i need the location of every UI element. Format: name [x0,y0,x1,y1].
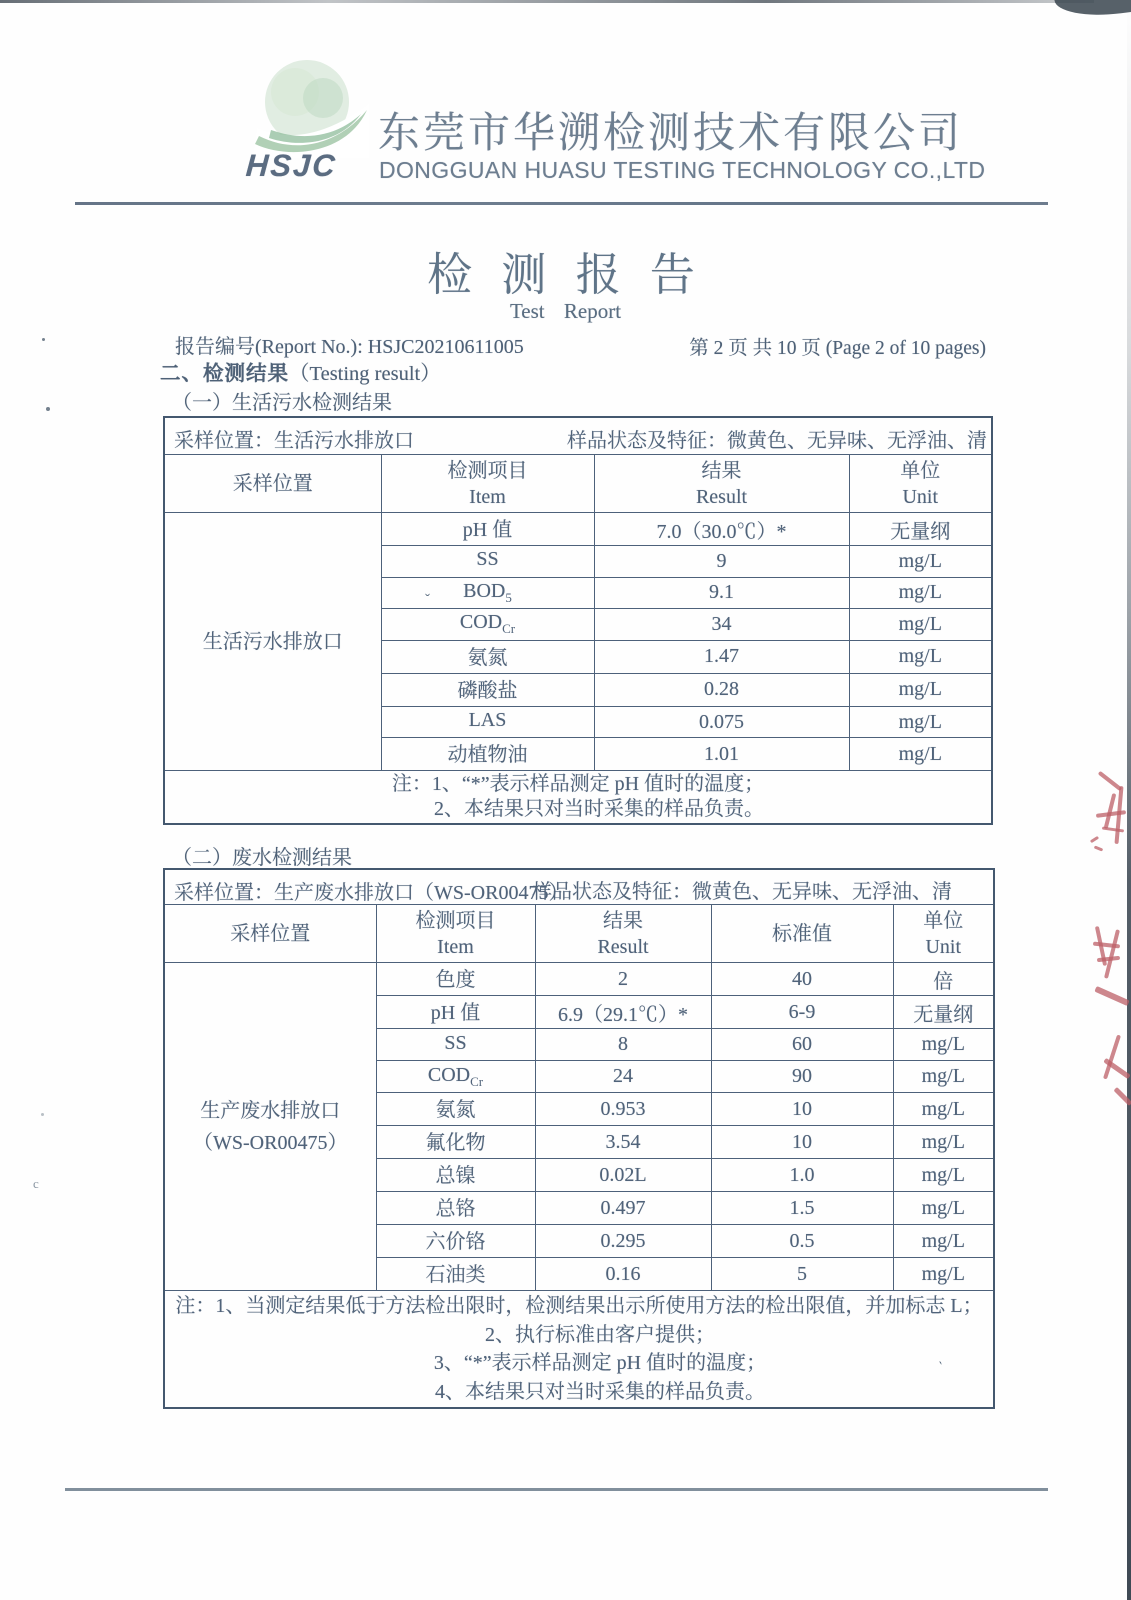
table2-location-cell: 生产废水排放口 （WS-OR00475） [164,963,376,1291]
unit-cell: mg/L [849,673,992,706]
unit-cell: mg/L [893,1192,994,1225]
table1-col-unit: 单位 Unit [849,455,992,513]
item-cell: 色度 [376,963,535,996]
item-cell: $COD_{Cr}$ [381,609,594,641]
unit-cell: mg/L [893,1258,994,1291]
result-cell: 9.1 [594,577,849,609]
scan-tick-mark: ` [933,1359,944,1377]
report-number: 报告编号(Report No.): HSJC20210611005 [175,336,524,358]
item-cell: $BOD_5$ [381,577,594,609]
unit-cell: 无量纲 [893,996,994,1029]
standard-cell: 6-9 [711,996,893,1029]
item-cell: 总铬 [376,1192,535,1225]
table-row [164,513,992,546]
table1-location-cell: 生活污水排放口 [164,513,381,771]
note-line: 3、“*”表示样品测定 pH 值时的温度； [433,1352,767,1374]
subsection-wastewater: （二）废水检测结果 [172,847,352,869]
table2-sample-state: 样品状态及特征：微黄色、无异味、无浮油、清 [532,881,952,903]
table2-col-item: 检测项目 Item [376,905,535,963]
company-name-en: DONGGUAN HUASU TESTING TECHNOLOGY CO.,LTD [379,157,986,183]
unit-cell: mg/L [893,1029,994,1061]
table1-info-row [164,417,992,455]
result-cell: 0.02L [535,1159,711,1192]
item-cell: 氨氮 [381,640,594,673]
item-cell: 石油类 [376,1258,535,1291]
standard-cell: 60 [711,1029,893,1061]
scan-dot [41,1113,44,1116]
unit-cell: mg/L [849,738,992,771]
standard-cell: 0.5 [711,1225,893,1258]
table2-col-unit: 单位 Unit [893,905,994,963]
result-cell: 0.075 [594,706,849,738]
table1-col-item: 检测项目 Item [381,455,594,513]
footer-divider [65,1488,1048,1491]
table1-col-result: 结果 Result [594,455,849,513]
scan-stray-mark: c [33,1176,39,1191]
item-cell: LAS [381,706,594,738]
unit-cell: mg/L [849,640,992,673]
table2-info-row [164,869,994,905]
table1-sample-state: 样品状态及特征：微黄色、无异味、无浮油、清 [567,430,987,452]
unit-cell: 倍 [893,963,994,996]
item-cell: 磷酸盐 [381,673,594,706]
table2-col-result: 结果 Result [535,905,711,963]
result-cell: 1.01 [594,738,849,771]
scan-dot [46,407,50,411]
standard-cell: 5 [711,1258,893,1291]
item-cell: 六价铬 [376,1225,535,1258]
unit-cell: mg/L [849,577,992,609]
table2-col-standard: 标准值 [711,905,893,963]
company-name-cn: 东莞市华溯检测技术有限公司 [378,109,964,156]
result-cell: 8 [535,1029,711,1061]
note-line: 注：1、“*”表示样品测定 pH 值时的温度； [391,773,765,796]
item-cell: SS [381,546,594,578]
report-title-cn: 检 测 报 告 [427,250,704,300]
unit-cell: 无量纲 [849,513,992,546]
result-cell: 0.295 [535,1225,711,1258]
scan-edge-right [1127,0,1131,1600]
standard-cell: 1.0 [711,1159,893,1192]
note-line: 注：1、当测定结果低于方法检出限时，检测结果出示所使用方法的检出限值，并加标志 L； [175,1295,983,1317]
page-indicator: 第 2 页 共 10 页 (Page 2 of 10 pages) [689,338,986,359]
domestic-sewage-table [163,416,993,825]
report-title-en: Test Report [509,299,622,323]
table2-notes-row [164,1291,994,1409]
item-cell: $COD_{Cr}$ [376,1061,535,1093]
table2-col-location: 采样位置 [164,905,376,963]
table1-notes-row [164,771,992,825]
subsection-domestic-sewage: （一）生活污水检测结果 [172,392,392,414]
unit-cell: mg/L [849,609,992,641]
unit-cell: mg/L [849,706,992,738]
unit-cell: mg/L [893,1159,994,1192]
item-cell: SS [376,1029,535,1061]
unit-cell: mg/L [849,546,992,578]
note-line: 4、本结果只对当时采集的样品负责。 [435,1380,766,1403]
unit-cell: mg/L [893,1061,994,1093]
scan-edge-top [0,0,1094,3]
company-logo [243,58,375,158]
result-cell: 1.47 [594,640,849,673]
wastewater-table [163,868,995,1409]
scan-check-mark: ˇ [425,592,430,608]
table2-header-row [164,905,994,963]
result-cell: 24 [535,1061,711,1093]
table1-sampling-location: 采样位置：生活污水排放口 [174,430,414,452]
item-cell: 总镍 [376,1159,535,1192]
section-testing-result-cn: 二、检测结果 [160,362,289,385]
result-cell: 6.9（29.1℃）* [535,996,711,1029]
result-cell: 2 [535,963,711,996]
result-cell: 0.16 [535,1258,711,1291]
table1-header-row [164,455,992,513]
result-cell: 3.54 [535,1126,711,1159]
result-cell: 0.497 [535,1192,711,1225]
item-cell: pH 值 [381,513,594,546]
standard-cell: 40 [711,963,893,996]
scan-dot [42,338,45,341]
standard-cell: 90 [711,1061,893,1093]
table-row [164,963,994,996]
note-line: 2、执行标准由客户提供； [485,1323,716,1346]
item-cell: pH 值 [376,996,535,1029]
standard-cell: 10 [711,1093,893,1126]
result-cell: 9 [594,546,849,578]
note-line: 2、本结果只对当时采集的样品负责。 [434,798,764,821]
unit-cell: mg/L [893,1225,994,1258]
table2-sampling-location: 采样位置：生产废水排放口（WS-OR00475） [174,882,569,904]
result-cell: 34 [594,609,849,641]
item-cell: 氟化物 [376,1126,535,1159]
unit-cell: mg/L [893,1093,994,1126]
result-cell: 7.0（30.0℃）* [594,513,849,546]
scan-corner-smudge [1054,0,1131,21]
section-testing-result-en: （Testing result） [289,363,441,385]
item-cell: 氨氮 [376,1093,535,1126]
unit-cell: mg/L [893,1126,994,1159]
result-cell: 0.953 [535,1093,711,1126]
standard-cell: 1.5 [711,1192,893,1225]
standard-cell: 10 [711,1126,893,1159]
section-testing-result [160,356,441,386]
table1-col-location: 采样位置 [164,455,381,513]
header-divider [75,202,1048,205]
result-cell: 0.28 [594,673,849,706]
logo-text: HSJC [244,148,338,183]
item-cell: 动植物油 [381,738,594,771]
